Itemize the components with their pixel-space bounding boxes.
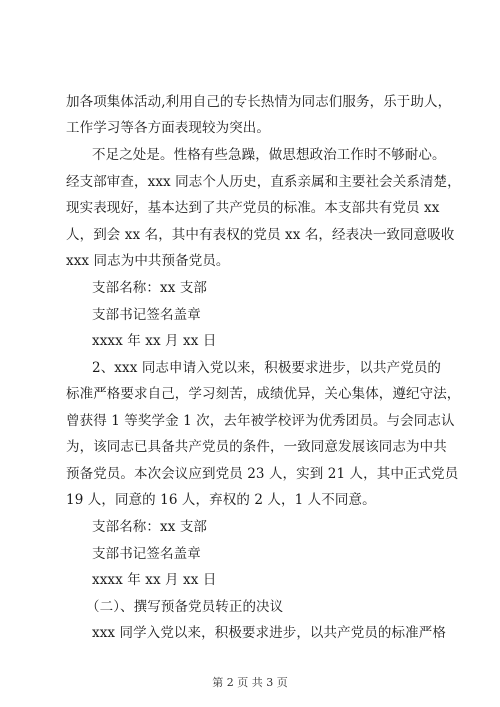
text-line: 19 人，同意的 16 人，弃权的 2 人，1 人不同意。 [66, 492, 376, 508]
text-line: xxx 同志为中共预备党员。 [66, 253, 230, 269]
text-line: 标准严格要求自己，学习刻苦，成绩优异，关心集体，遵纪守法， [66, 386, 461, 402]
signature-line: 支部书记签名盖章 [92, 307, 201, 323]
date-line: xxxx 年 xx 月 xx 日 [92, 333, 217, 349]
text-line: xxx 同学入党以来，积极要求进步，以共产党员的标准严格 [92, 625, 446, 641]
text-line: 预备党员。本次会议应到党员 23 人，实到 21 人，其中正式党员 [66, 466, 459, 482]
date-line: xxxx 年 xx 月 xx 日 [92, 572, 217, 588]
text-line: 人，到会 xx 名，其中有表权的党员 xx 名，经表决一致同意吸收 [66, 227, 455, 243]
text-line: 经支部审查，xxx 同志个人历史，直系亲属和主要社会关系清楚， [66, 174, 461, 190]
signature-line: 支部书记签名盖章 [92, 546, 201, 562]
text-line: 曾获得 1 等奖学金 1 次，去年被学校评为优秀团员。与会同志认 [66, 413, 455, 429]
section-heading: （二）、撰写预备党员转正的决议 [86, 599, 284, 615]
branch-name-line: 支部名称：xx 支部 [92, 280, 208, 296]
text-line: 为，该同志已具备共产党员的条件，一致同意发展该同志为中共 [66, 439, 447, 455]
text-line: 现实表现好，基本达到了共产党员的标准。本支部共有党员 xx [66, 200, 440, 216]
text-line: 工作学习等各方面表现较为突出。 [66, 120, 270, 136]
text-line: 加各项集体活动,利用自己的专长热情为同志们服务，乐于助人， [66, 94, 452, 110]
page-number-footer: 第 2 页 共 3 页 [212, 676, 288, 689]
branch-name-line: 支部名称：xx 支部 [92, 519, 208, 535]
text-line: 2、xxx 同志申请入党以来，积极要求进步，以共产党员的 [92, 360, 442, 376]
text-line: 不足之处是。性格有些急躁，做思想政治工作时不够耐心。 [92, 147, 446, 163]
